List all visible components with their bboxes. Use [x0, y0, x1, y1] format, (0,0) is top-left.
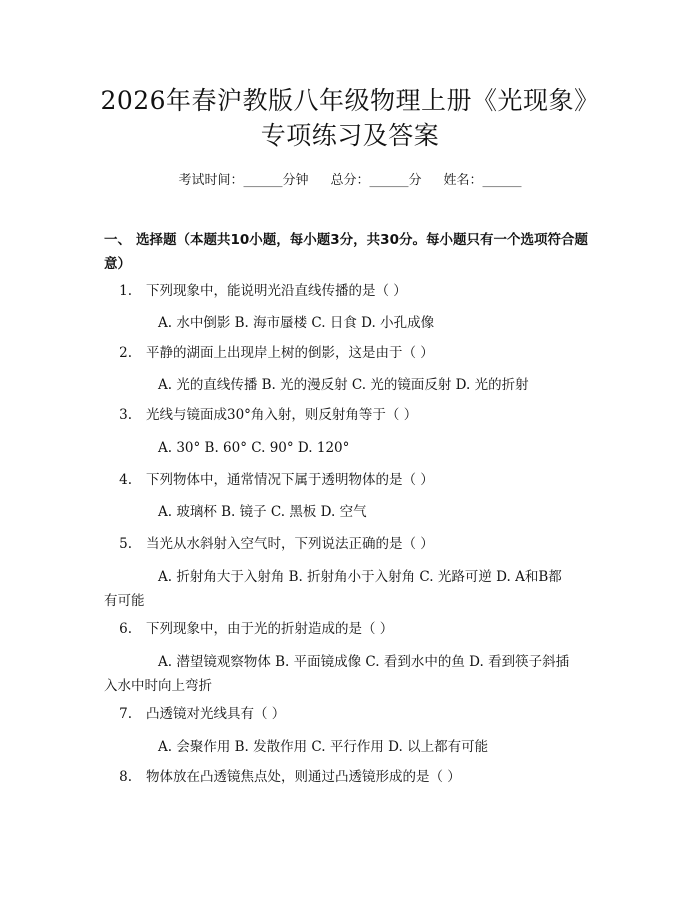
- options-text: A. 玻璃杯 B. 镜子 C. 黑板 D. 空气: [158, 504, 367, 520]
- question-text: 平静的湖面上出现岸上树的倒影，这是由于（ ）: [146, 345, 434, 361]
- document-title-line1: 2026年春沪教版八年级物理上册《光现象》: [100, 86, 600, 115]
- options-text: A. 30° B. 60° C. 90° D. 120°: [158, 440, 350, 456]
- exam-info-line: [0, 169, 700, 188]
- score-label: 总分：: [330, 173, 370, 188]
- question-text: 凸透镜对光线具有（ ）: [146, 706, 286, 722]
- question-7: [104, 703, 604, 725]
- options-text-continued: 入水中时向上弯折: [104, 678, 212, 694]
- question-3: [104, 404, 604, 426]
- question-text: 物体放在凸透镜焦点处，则通过凸透镜形成的是（ ）: [146, 769, 461, 785]
- question-3-options: [104, 436, 604, 460]
- options-text: A. 折射角大于入射角 B. 折射角小于入射角 C. 光路可逆 D. A和B都: [158, 569, 562, 585]
- question-7-options: [104, 735, 604, 759]
- question-1-options: [104, 311, 604, 335]
- question-text: 下列现象中，能说明光沿直线传播的是（ ）: [146, 283, 407, 299]
- time-label: 考试时间：: [178, 173, 244, 188]
- question-4-options: [104, 500, 604, 524]
- options-text-continued: 有可能: [104, 593, 145, 609]
- question-number: 7.: [119, 706, 132, 722]
- question-text: 当光从水斜射入空气时，下列说法正确的是（ ）: [146, 536, 434, 552]
- options-text: A. 水中倒影 B. 海市蜃楼 C. 日食 D. 小孔成像: [158, 315, 435, 331]
- section-heading: [104, 228, 604, 276]
- question-6: [104, 618, 604, 640]
- score-unit: 分: [408, 173, 422, 188]
- question-number: 6.: [119, 621, 132, 637]
- question-text: 下列物体中，通常情况下属于透明物体的是（ ）: [146, 472, 434, 488]
- section-heading-text: 选择题（本题共10小题，每小题3分，共30分。每小题只有一个选项符合题意）: [104, 232, 588, 272]
- options-text: A. 潜望镜观察物体 B. 平面镜成像 C. 看到水中的鱼 D. 看到筷子斜插: [158, 654, 570, 670]
- question-6-options: [104, 650, 604, 698]
- time-unit: 分钟: [282, 173, 309, 188]
- name-label: 姓名：: [443, 173, 483, 188]
- question-text: 光线与镜面成30°角入射，则反射角等于（ ）: [146, 407, 418, 423]
- question-text: 下列现象中，由于光的折射造成的是（ ）: [146, 621, 394, 637]
- question-number: 2.: [119, 345, 132, 361]
- options-text: A. 会聚作用 B. 发散作用 C. 平行作用 D. 以上都有可能: [158, 739, 489, 755]
- document-title-line2: 专项练习及答案: [260, 121, 440, 150]
- question-2-options: [104, 373, 604, 397]
- name-blank: ______: [482, 173, 522, 188]
- question-5: [104, 533, 604, 555]
- question-number: 5.: [119, 536, 132, 552]
- question-number: 3.: [119, 407, 132, 423]
- question-number: 1.: [119, 283, 132, 299]
- question-1: [104, 280, 604, 302]
- section-number: 一、: [104, 232, 131, 248]
- time-blank: ______: [243, 173, 283, 188]
- question-2: [104, 342, 604, 364]
- score-blank: ______: [369, 173, 409, 188]
- question-5-options: [104, 565, 604, 613]
- question-number: 4.: [119, 472, 132, 488]
- question-8: [104, 766, 604, 788]
- question-4: [104, 469, 604, 491]
- question-number: 8.: [119, 769, 132, 785]
- options-text: A. 光的直线传播 B. 光的漫反射 C. 光的镜面反射 D. 光的折射: [158, 377, 529, 393]
